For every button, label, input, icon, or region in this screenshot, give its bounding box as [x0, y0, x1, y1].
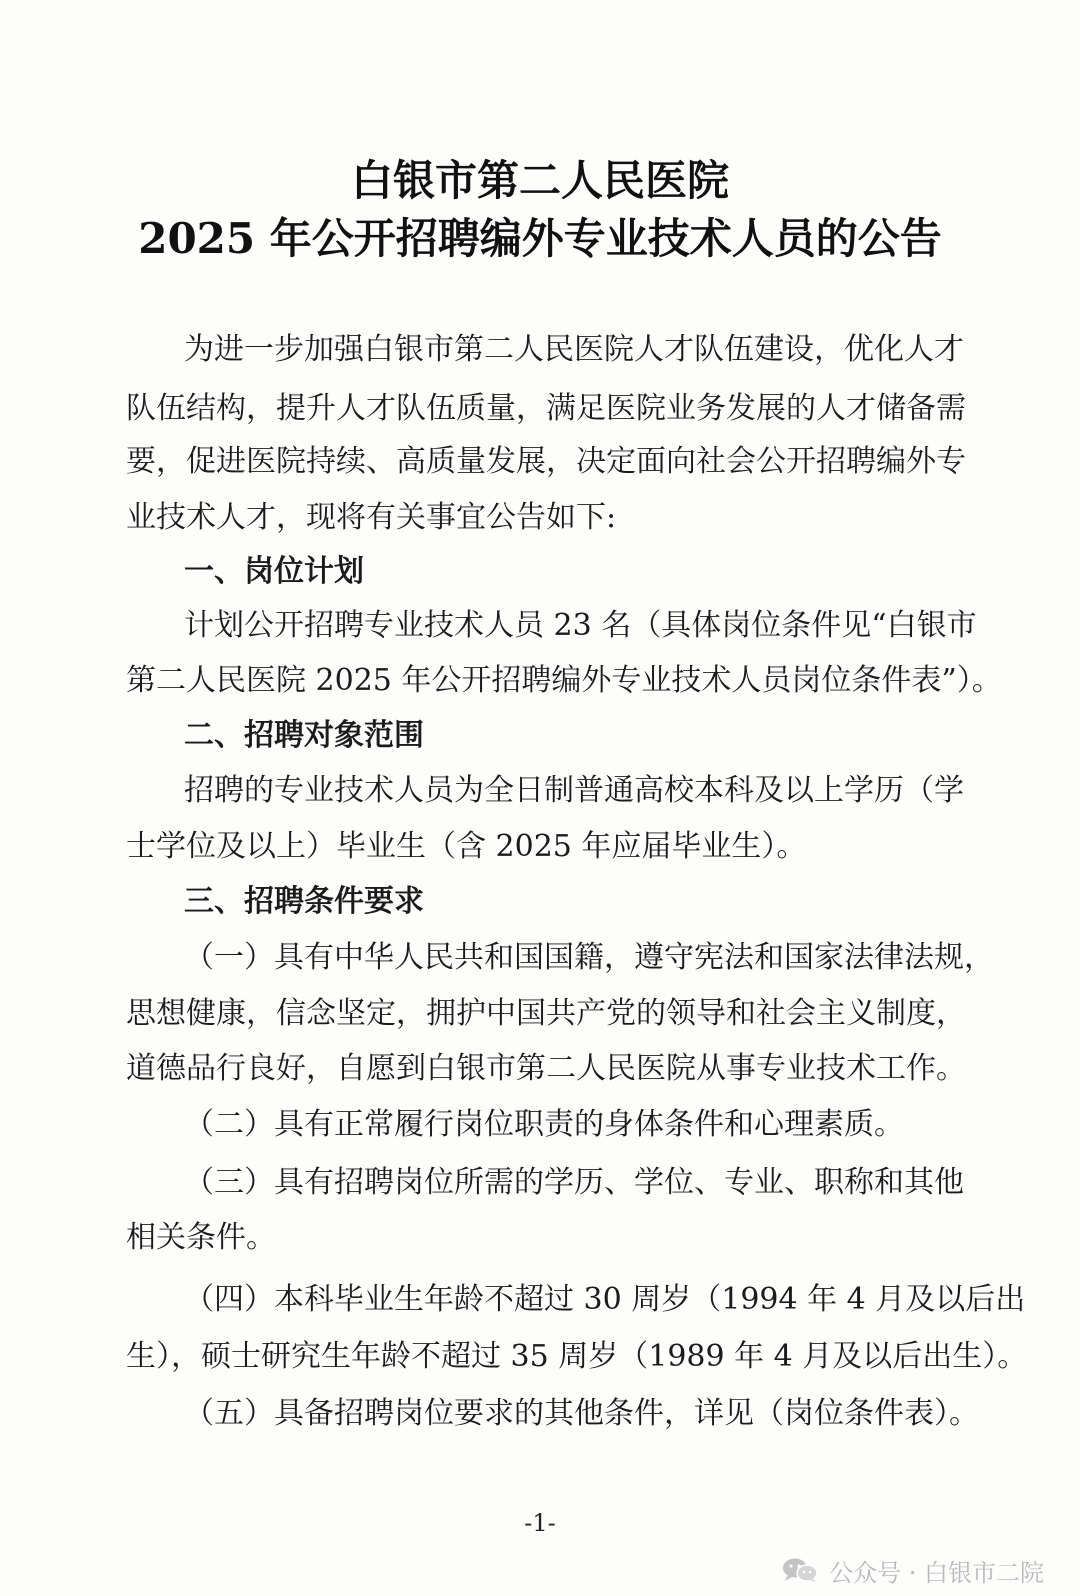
section-heading-3: 三、招聘条件要求	[184, 884, 424, 919]
paragraph-line: 第二人民医院 2025 年公开招聘编外专业技术人员岗位条件表”）。	[126, 663, 1002, 698]
page-number: -1-	[524, 1509, 556, 1537]
paragraph-line: （一）具有中华人民共和国国籍，遵守宪法和国家法律法规，	[184, 940, 994, 975]
paragraph-line: 业技术人才，现将有关事宜公告如下:	[126, 500, 617, 535]
paragraph-line: （四）本科毕业生年龄不超过 30 周岁（1994 年 4 月及以后出	[184, 1282, 1026, 1317]
paragraph-line: （五）具备招聘岗位要求的其他条件，详见（岗位条件表）。	[184, 1396, 979, 1431]
paragraph-line: 为进一步加强白银市第二人民医院人才队伍建设，优化人才	[184, 332, 964, 367]
paragraph-line: 思想健康，信念坚定，拥护中国共产党的领导和社会主义制度，	[126, 996, 966, 1031]
document-title-line-1: 白银市第二人民医院	[350, 156, 729, 205]
paragraph-line: （三）具有招聘岗位所需的学历、学位、专业、职称和其他	[184, 1165, 964, 1200]
paragraph-line: 招聘的专业技术人员为全日制普通高校本科及以上学历（学	[184, 773, 964, 808]
account-watermark	[781, 1555, 1044, 1585]
paragraph-line: 士学位及以上）毕业生（含 2025 年应届毕业生）。	[126, 829, 807, 864]
paragraph-line: 要，促进医院持续、高质量发展，决定面向社会公开招聘编外专	[126, 444, 966, 479]
document-title-line-2: 2025 年公开招聘编外专业技术人员的公告	[138, 214, 942, 263]
section-heading-1: 一、岗位计划	[184, 554, 364, 589]
wechat-icon	[781, 1557, 819, 1583]
paragraph-line: （二）具有正常履行岗位职责的身体条件和心理素质。	[184, 1107, 904, 1142]
paragraph-line: 生），硕士研究生年龄不超过 35 周岁（1989 年 4 月及以后出生）。	[126, 1339, 1028, 1374]
paragraph-line: 相关条件。	[126, 1220, 276, 1255]
section-heading-2: 二、招聘对象范围	[184, 718, 424, 753]
paragraph-line: 道德品行良好，自愿到白银市第二人民医院从事专业技术工作。	[126, 1051, 966, 1086]
watermark-text: 公众号 · 白银市二院	[829, 1558, 1044, 1587]
paragraph-line: 计划公开招聘专业技术人员 23 名（具体岗位条件见“白银市	[184, 608, 977, 643]
paragraph-line: 队伍结构，提升人才队伍质量，满足医院业务发展的人才储备需	[126, 391, 966, 426]
